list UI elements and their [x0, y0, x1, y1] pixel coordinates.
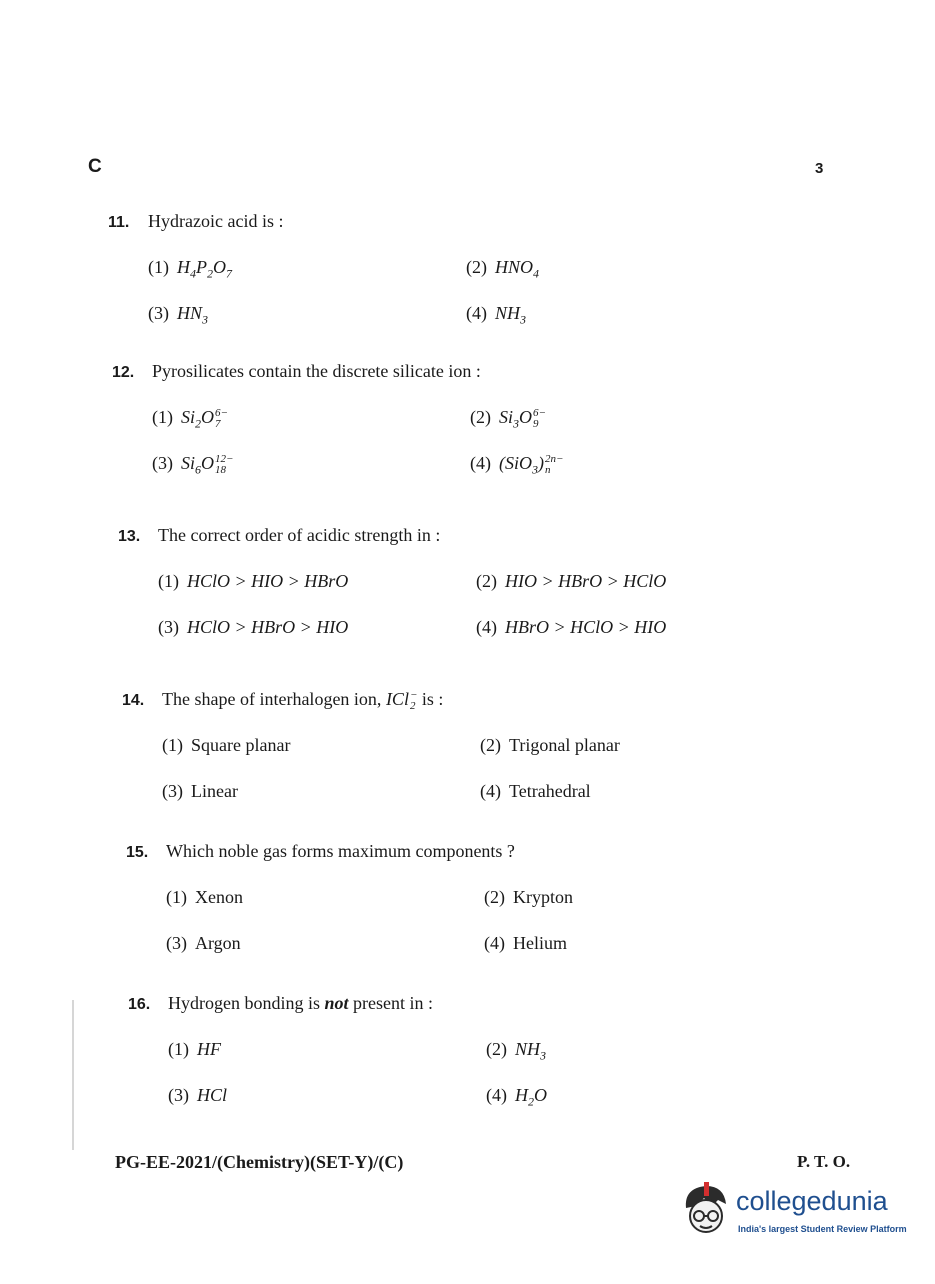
- question-16: [128, 990, 848, 1109]
- option-1: (1) Xenon: [166, 887, 243, 907]
- option-1: (1) $Si_2O$ 6− 7: [152, 406, 228, 431]
- option-4: (4) Tetrahedral: [480, 781, 591, 801]
- option-4: (4) (SiO$_3$) 2n− n: [470, 452, 564, 477]
- option-2: (2) Krypton: [484, 887, 573, 907]
- question-number: 14.: [122, 692, 145, 709]
- pto-label: P. T. O.: [797, 1152, 851, 1171]
- option-3: (3) HCl: [168, 1085, 228, 1105]
- option-2: (2) HIO > HBrO > HClO: [476, 571, 667, 591]
- option-1: (1) Square planar: [162, 735, 291, 755]
- question-14: [122, 686, 842, 801]
- question-text: Hydrazoic acid is :: [148, 211, 284, 231]
- option-4: (4) Helium: [484, 933, 567, 953]
- question-number: 15.: [126, 844, 149, 861]
- option-2: (2) $HNO_4$: [466, 257, 540, 281]
- option-2: (2) $NH_3$: [486, 1039, 547, 1063]
- option-4: (4) $H_2O$: [486, 1085, 547, 1109]
- question-number: 11.: [108, 214, 130, 231]
- question-text: Hydrogen bonding is not present in :: [168, 993, 433, 1013]
- question-text: The shape of interhalogen ion, ICl − 2 is :: [162, 688, 444, 712]
- brand-name: collegedunia: [736, 1186, 888, 1216]
- question-13: [118, 522, 838, 637]
- paper-code: PG-EE-2021/(Chemistry)(SET-Y)/(C): [115, 1152, 404, 1172]
- page-edge-shadow: [72, 1000, 74, 1150]
- option-3: (3) $HN_3$: [148, 303, 209, 327]
- option-2: (2) Trigonal planar: [480, 735, 620, 755]
- option-1: (1) HClO > HIO > HBrO: [158, 571, 349, 591]
- option-4: (4) HBrO > HClO > HIO: [476, 617, 667, 637]
- question-text: The correct order of acidic strength in :: [158, 525, 441, 545]
- question-text: Which noble gas forms maximum components ?: [166, 841, 515, 861]
- page-number: 3: [815, 160, 824, 177]
- option-2: (2) $Si_3O$ 6− 9: [470, 406, 546, 431]
- option-3: (3) $Si_6O$ 12− 18: [152, 452, 234, 477]
- question-11: [108, 208, 828, 327]
- question-text: Pyrosilicates contain the discrete silicate ion :: [152, 361, 481, 381]
- mascot-icon: [678, 1180, 734, 1240]
- series-code: C: [88, 156, 102, 177]
- question-15: [126, 838, 846, 953]
- question-number: 12.: [112, 364, 135, 381]
- question-number: 16.: [128, 996, 151, 1013]
- option-3: (3) Argon: [166, 933, 241, 953]
- option-1: (1) HF: [168, 1039, 221, 1059]
- option-3: (3) HClO > HBrO > HIO: [158, 617, 349, 637]
- option-3: (3) Linear: [162, 781, 238, 801]
- option-1: (1) $H_4P_2O_7$: [148, 257, 232, 281]
- collegedunia-watermark: [678, 1180, 908, 1242]
- question-number: 13.: [118, 528, 141, 545]
- question-12: [112, 358, 832, 477]
- option-4: (4) $NH_3$: [466, 303, 527, 327]
- brand-tagline: India's largest Student Review Platform: [738, 1224, 907, 1234]
